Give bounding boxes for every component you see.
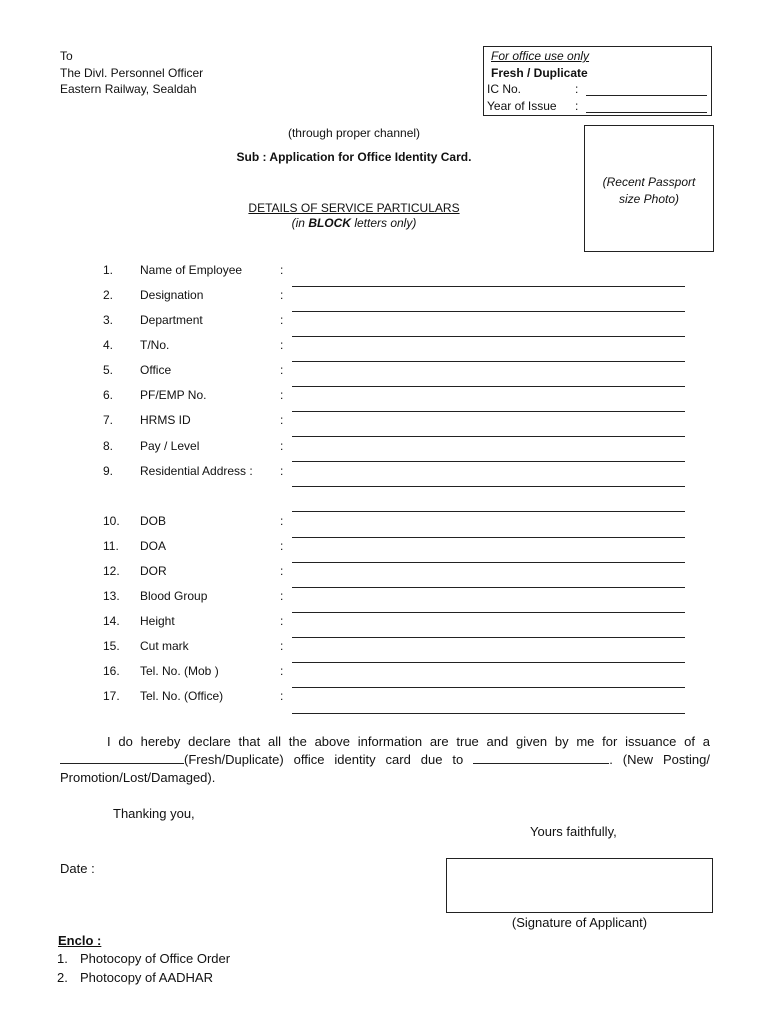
enclosure-item — [57, 970, 213, 985]
office-use-title: For office use only — [491, 49, 590, 63]
thanking-text: Thanking you, — [113, 806, 195, 821]
field-label: Residential Address : — [140, 464, 253, 478]
details-heading: DETAILS OF SERVICE PARTICULARS — [248, 201, 460, 215]
ic-number-label: IC No. — [487, 82, 522, 96]
field-input-line[interactable] — [292, 411, 685, 412]
field-number: 3. — [103, 313, 114, 327]
field-number: 14. — [103, 614, 120, 628]
field-input-line[interactable] — [292, 286, 685, 287]
field-number: 9. — [103, 464, 114, 478]
addressee-to: To — [60, 49, 73, 63]
field-number: 4. — [103, 338, 114, 352]
declaration-paragraph — [60, 733, 710, 787]
enclosure-number: 1. — [57, 951, 68, 966]
field-colon: : — [280, 664, 284, 678]
field-label: Height — [140, 614, 175, 628]
field-colon: : — [280, 388, 284, 402]
signature-box[interactable] — [446, 858, 713, 913]
field-number: 16. — [103, 664, 120, 678]
year-of-issue-field[interactable] — [586, 112, 707, 113]
field-input-line[interactable] — [292, 662, 685, 663]
field-colon: : — [280, 589, 284, 603]
field-number: 12. — [103, 564, 120, 578]
enclosure-text: Photocopy of Office Order — [80, 951, 231, 966]
field-colon: : — [280, 564, 284, 578]
field-label: Blood Group — [140, 589, 208, 603]
field-number: 7. — [103, 413, 114, 427]
field-number: 11. — [103, 539, 119, 553]
field-input-line[interactable] — [292, 612, 685, 613]
field-colon: : — [280, 313, 284, 327]
field-input-line[interactable] — [292, 311, 685, 312]
ic-number-colon: : — [575, 82, 579, 96]
field-input-line[interactable] — [292, 587, 685, 588]
field-label: DOB — [140, 514, 167, 528]
field-label: Office — [140, 363, 172, 377]
office-use-type: Fresh / Duplicate — [491, 65, 588, 80]
field-colon: : — [280, 413, 284, 427]
addressee-block — [60, 48, 203, 98]
field-colon: : — [280, 639, 284, 653]
field-colon: : — [280, 363, 284, 377]
field-label: PF/EMP No. — [140, 388, 207, 402]
field-number: 10. — [103, 514, 120, 528]
field-number: 2. — [103, 288, 114, 302]
field-input-line[interactable] — [292, 436, 685, 437]
yours-faithfully-text: Yours faithfully, — [530, 824, 617, 839]
field-label: DOR — [140, 564, 167, 578]
photo-box[interactable] — [584, 125, 714, 252]
field-colon: : — [280, 338, 284, 352]
enclosure-item — [57, 951, 230, 966]
enclosures-title: Enclo : — [58, 933, 102, 948]
subject-line: Sub : Application for Office Identity Card. — [236, 150, 472, 164]
field-number: 5. — [103, 363, 114, 377]
details-subheading-pre: (in — [291, 216, 309, 230]
field-colon: : — [280, 539, 284, 553]
field-input-line[interactable] — [292, 713, 685, 714]
field-input-line[interactable] — [292, 537, 685, 538]
field-number: 17. — [103, 689, 120, 703]
field-input-line[interactable] — [292, 511, 685, 512]
field-colon: : — [280, 689, 284, 703]
field-input-line[interactable] — [292, 687, 685, 688]
photo-box-caption: (Recent Passport size Photo) — [602, 175, 696, 206]
field-number: 15. — [103, 639, 120, 653]
ic-number-field[interactable] — [586, 95, 707, 96]
declaration-text-1: I do hereby declare that all the above information are true and given by me for issuance of a — [107, 734, 710, 749]
field-input-line[interactable] — [292, 386, 685, 387]
field-label: Pay / Level — [140, 439, 200, 453]
field-label: HRMS ID — [140, 413, 191, 427]
details-subheading — [0, 216, 708, 230]
office-use-box — [483, 46, 712, 116]
enclosure-number: 2. — [57, 970, 68, 985]
field-colon: : — [280, 464, 284, 478]
field-input-line[interactable] — [292, 486, 685, 487]
field-label: Cut mark — [140, 639, 189, 653]
channel-note: (through proper channel) — [287, 126, 421, 140]
card-type-blank[interactable] — [60, 751, 184, 764]
field-colon: : — [280, 439, 284, 453]
year-of-issue-row — [487, 98, 711, 115]
field-number: 6. — [103, 388, 114, 402]
field-colon: : — [280, 288, 284, 302]
field-label: DOA — [140, 539, 167, 553]
field-input-line[interactable] — [292, 361, 685, 362]
field-label: Department — [140, 313, 203, 327]
field-label: Name of Employee — [140, 263, 243, 277]
declaration-text-3: . (New Posting/ Promotion/Lost/Damaged). — [60, 752, 710, 785]
details-subheading-post: letters only) — [350, 216, 417, 230]
field-input-line[interactable] — [292, 637, 685, 638]
field-label: Designation — [140, 288, 204, 302]
field-colon: : — [280, 263, 284, 277]
reason-blank[interactable] — [473, 751, 609, 764]
year-of-issue-label: Year of Issue — [487, 99, 557, 113]
addressee-officer: The Divl. Personnel Officer — [60, 65, 204, 80]
details-subheading-bold: BLOCK — [308, 216, 351, 230]
declaration-text-2: (Fresh/Duplicate) office identity card due to — [184, 752, 474, 767]
field-label: Tel. No. (Mob ) — [140, 664, 219, 678]
field-number: 13. — [103, 589, 120, 603]
year-of-issue-colon: : — [575, 99, 579, 113]
field-input-line[interactable] — [292, 461, 685, 462]
field-colon: : — [280, 614, 284, 628]
enclosure-text: Photocopy of AADHAR — [80, 970, 213, 985]
field-input-line[interactable] — [292, 336, 685, 337]
addressee-location: Eastern Railway, Sealdah — [60, 82, 197, 96]
field-input-line[interactable] — [292, 562, 685, 563]
date-label: Date : — [60, 861, 95, 876]
field-number: 1. — [103, 263, 114, 277]
field-number: 8. — [103, 439, 114, 453]
field-colon: : — [280, 514, 284, 528]
field-label: T/No. — [140, 338, 170, 352]
ic-number-row — [487, 81, 711, 98]
field-label: Tel. No. (Office) — [140, 689, 224, 703]
signature-label: (Signature of Applicant) — [511, 915, 648, 930]
